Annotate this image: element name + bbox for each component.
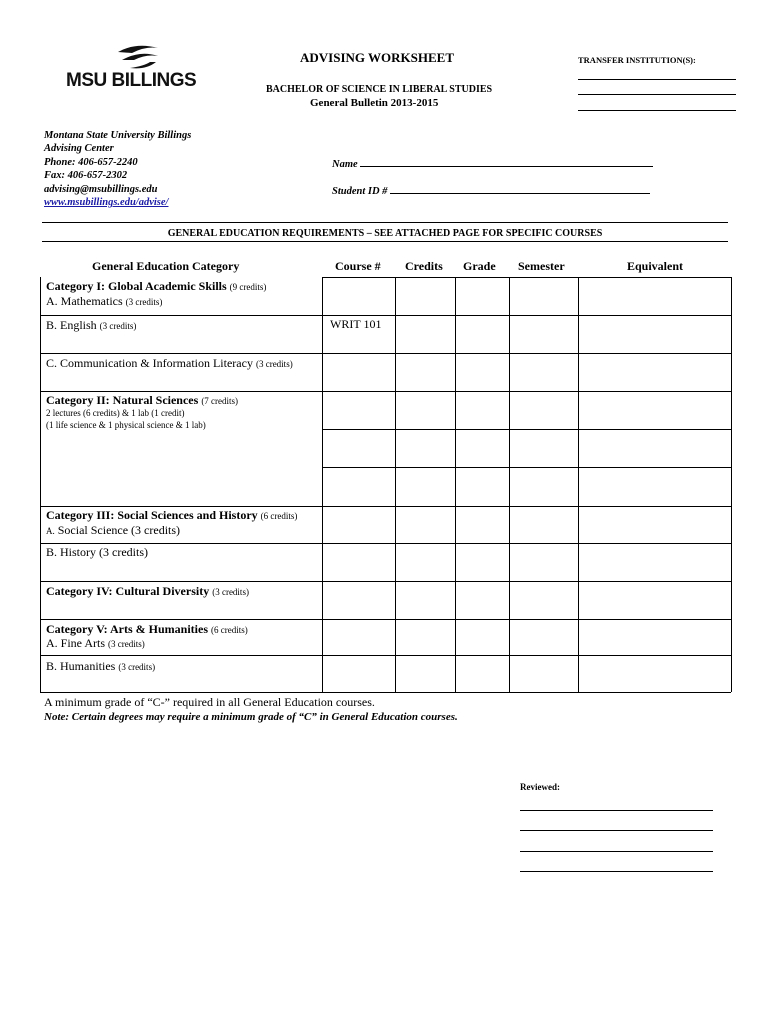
header-course: Course # <box>335 259 381 273</box>
category-3-credits: (6 credits) <box>260 511 298 521</box>
student-id-label: Student ID # <box>332 186 388 197</box>
divider <box>42 241 728 242</box>
transfer-institution-label: TRANSFER INSTITUTION(S): <box>578 55 696 65</box>
natural-sciences-note: 2 lectures (6 credits) & 1 lab (1 credit) <box>46 408 185 418</box>
english-credits: (3 credits) <box>99 321 137 331</box>
category-2-credits: (7 credits) <box>201 396 239 406</box>
category-1-heading <box>46 279 266 294</box>
category-4-title: Category IV: Cultural Diversity <box>46 584 210 598</box>
communication-credits: (3 credits) <box>255 359 293 369</box>
divider <box>42 222 728 223</box>
transfer-line[interactable] <box>578 94 736 95</box>
humanities-credits: (3 credits) <box>118 662 156 672</box>
email: advising@msubillings.edu <box>44 183 158 195</box>
communication-row <box>46 356 293 371</box>
student-id-input-line[interactable] <box>390 183 650 194</box>
name-input-line[interactable] <box>360 156 653 167</box>
degree-note: Note: Certain degrees may require a minimum grade of “C” in General Education courses. <box>44 711 458 723</box>
fax: Fax: 406-657-2302 <box>44 170 128 182</box>
review-line[interactable] <box>520 810 713 811</box>
logo-wordmark: MSU BILLINGS <box>66 70 197 91</box>
review-line[interactable] <box>520 851 713 852</box>
english-course-number: WRIT 101 <box>330 317 382 331</box>
review-line[interactable] <box>520 871 713 872</box>
communication-label: C. Communication & Information Literacy <box>46 356 253 370</box>
humanities-label: B. Humanities <box>46 659 116 673</box>
transfer-line[interactable] <box>578 79 736 80</box>
name-label: Name <box>332 159 358 170</box>
worksheet-title: ADVISING WORKSHEET <box>300 50 454 65</box>
header-credits: Credits <box>405 259 443 273</box>
phone: Phone: 406-657-2240 <box>44 156 138 168</box>
category-1-title: Category I: Global Academic Skills <box>46 279 227 293</box>
swoosh-icon <box>116 44 160 70</box>
msu-billings-logo <box>66 44 216 94</box>
header-equivalent: Equivalent <box>627 259 684 273</box>
english-label: B. English <box>46 318 97 332</box>
name-field <box>332 156 653 170</box>
category-4-heading <box>46 584 249 599</box>
category-2-heading <box>46 393 238 408</box>
category-3-heading <box>46 508 297 523</box>
history-row: B. History (3 credits) <box>46 545 148 559</box>
website-link[interactable]: www.msubillings.edu/advise/ <box>44 197 169 209</box>
section-title: GENERAL EDUCATION REQUIREMENTS – SEE ATTACHED PAGE FOR SPECIFIC COURSES <box>167 228 603 239</box>
natural-sciences-note: (1 life science & 1 physical science & 1 lab) <box>46 420 206 430</box>
reviewed-label: Reviewed: <box>520 782 560 792</box>
header-category: General Education Category <box>92 259 240 273</box>
org-name: Montana State University Billings <box>44 130 192 141</box>
category-1-credits: (9 credits) <box>229 282 267 292</box>
social-science-row <box>46 523 180 538</box>
social-science-prefix: A. <box>46 526 55 536</box>
transfer-line[interactable] <box>578 110 736 111</box>
category-3-title: Category III: Social Sciences and History <box>46 508 258 522</box>
fine-arts-row <box>46 636 145 651</box>
social-science-label: Social Science (3 credits) <box>57 523 181 537</box>
bulletin-years: General Bulletin 2013-2015 <box>310 97 439 109</box>
student-id-field <box>332 183 650 197</box>
review-line[interactable] <box>520 830 713 831</box>
mathematics-row <box>46 294 162 309</box>
mathematics-label: A. Mathematics <box>46 294 123 308</box>
category-4-credits: (3 credits) <box>212 587 249 597</box>
department: Advising Center <box>44 143 114 155</box>
humanities-row <box>46 659 155 674</box>
minimum-grade-text: A minimum grade of “C-” required in all General Education courses. <box>44 695 375 709</box>
fine-arts-credits: (3 credits) <box>108 639 145 649</box>
header-grade: Grade <box>463 259 496 273</box>
category-2-title: Category II: Natural Sciences <box>46 393 199 407</box>
fine-arts-label: A. Fine Arts <box>46 636 106 650</box>
category-5-heading <box>46 622 248 637</box>
mathematics-credits: (3 credits) <box>125 297 163 307</box>
category-5-title: Category V: Arts & Humanities <box>46 622 208 636</box>
header-semester: Semester <box>518 259 565 273</box>
degree-subtitle: BACHELOR OF SCIENCE IN LIBERAL STUDIES <box>266 84 493 95</box>
category-5-credits: (6 credits) <box>211 625 248 635</box>
contact-block <box>44 129 191 209</box>
english-row <box>46 318 136 333</box>
